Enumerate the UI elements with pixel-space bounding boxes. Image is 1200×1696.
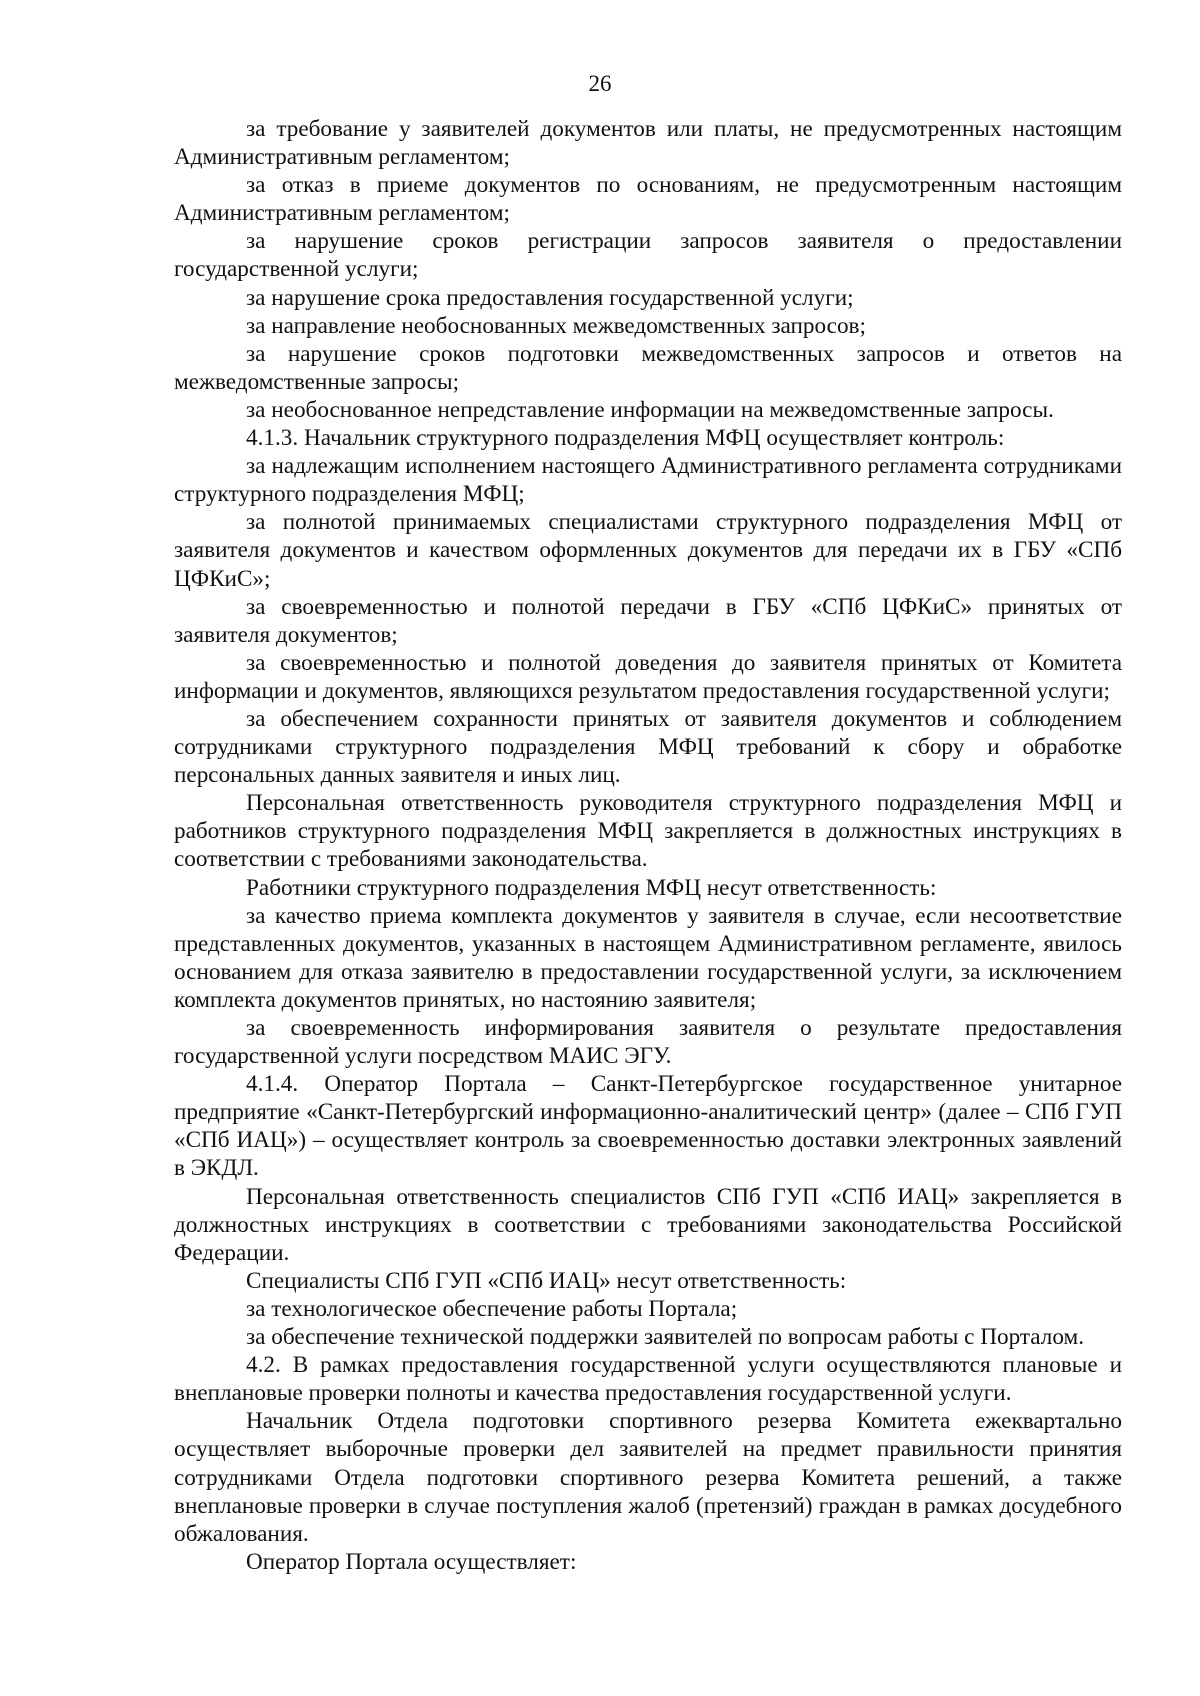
paragraph: за технологическое обеспечение работы Портала; bbox=[246, 1295, 738, 1322]
paragraph: за нарушение сроков подготовки межведомственных запросов и ответов на межведомственные запросы; bbox=[174, 340, 1122, 395]
paragraph: Начальник Отдела подготовки спортивного резерва Комитета ежеквартально осуществляет выборочные проверки дел заявителей на предмет правильности принятия сотрудниками Отдела подготовки спортивного резерва Комитета решений, а также внеплановые проверки в случае поступления жалоб (претензий) граждан в рамках досудебного обжалования. bbox=[174, 1408, 1122, 1547]
paragraph: Персональная ответственность специалистов СПб ГУП «СПб ИАЦ» закрепляется в должностных инструкциях в соответствии с требованиями законодательства Российской Федерации. bbox=[174, 1183, 1122, 1266]
paragraph: за обеспечением сохранности принятых от заявителя документов и соблюдением сотрудниками структурного подразделения МФЦ требований к сбору и обработке персональных данных заявителя и иных лиц. bbox=[174, 705, 1122, 789]
paragraph: за своевременностью и полнотой передачи в ГБУ «СПб ЦФКиС» принятых от заявителя документов; bbox=[174, 593, 1122, 648]
paragraph: за необоснованное непредставление информации на межведомственные запросы. bbox=[246, 396, 1054, 423]
paragraph: 4.1.3. Начальник структурного подразделения МФЦ осуществляет контроль: bbox=[246, 425, 1005, 452]
page-number: 26 bbox=[588, 71, 612, 96]
paragraph: за полнотой принимаемых специалистами структурного подразделения МФЦ от заявителя документов и качеством оформленных документов для передачи их в ГБУ «СПб ЦФКиС»; bbox=[174, 509, 1122, 592]
paragraph: за обеспечение технической поддержки заявителей по вопросам работы с Порталом. bbox=[246, 1324, 1084, 1351]
paragraph: Работники структурного подразделения МФЦ несут ответственность: bbox=[246, 874, 937, 901]
paragraph: за своевременностью и полнотой доведения до заявителя принятых от Комитета информации и документов, являющихся результатом предоставления государственной услуги; bbox=[174, 649, 1122, 704]
paragraph: Оператор Портала осуществляет: bbox=[246, 1548, 577, 1575]
paragraph: за качество приема комплекта документов у заявителя в случае, если несоответствие представленных документов, указанных в настоящем Административном регламенте, явилось основанием для отказа заявителю в предоставлении государственной услуги, за исключением комплекта документов принятых, но настоянию заявителя; bbox=[174, 902, 1122, 1013]
paragraph: 4.1.4. Оператор Портала – Санкт-Петербургское государственное унитарное предприятие «Санкт-Петербургский информационно-аналитический центр» (далее – СПб ГУП «СПб ИАЦ») – осуществляет контроль за своевременностью доставки электронных заявлений в ЭКДЛ. bbox=[174, 1071, 1122, 1182]
paragraph: за направление необоснованных межведомственных запросов; bbox=[246, 312, 866, 339]
paragraph: за нарушение сроков регистрации запросов заявителя о предоставлении государственной услуги; bbox=[174, 228, 1122, 283]
paragraph: за требование у заявителей документов или платы, не предусмотренных настоящим Административным регламентом; bbox=[174, 116, 1122, 171]
paragraph: Персональная ответственность руководителя структурного подразделения МФЦ и работников структурного подразделения МФЦ закрепляется в должностных инструкциях в соответствии с требованиями законодательства. bbox=[174, 790, 1122, 873]
paragraph: за своевременность информирования заявителя о результате предоставления государственной услуги посредством МАИС ЭГУ. bbox=[174, 1015, 1122, 1070]
paragraph: Специалисты СПб ГУП «СПб ИАЦ» несут ответственность: bbox=[246, 1267, 847, 1294]
paragraph: за надлежащим исполнением настоящего Административного регламента сотрудниками структурного подразделения МФЦ; bbox=[174, 453, 1122, 508]
paragraph: за нарушение срока предоставления государственной услуги; bbox=[246, 284, 854, 311]
document-body bbox=[174, 115, 1122, 1576]
paragraph: 4.2. В рамках предоставления государственной услуги осуществляются плановые и внеплановые проверки полноты и качества предоставления государственной услуги. bbox=[174, 1352, 1122, 1407]
paragraph: за отказ в приеме документов по основаниям, не предусмотренным настоящим Административным регламентом; bbox=[174, 172, 1122, 227]
